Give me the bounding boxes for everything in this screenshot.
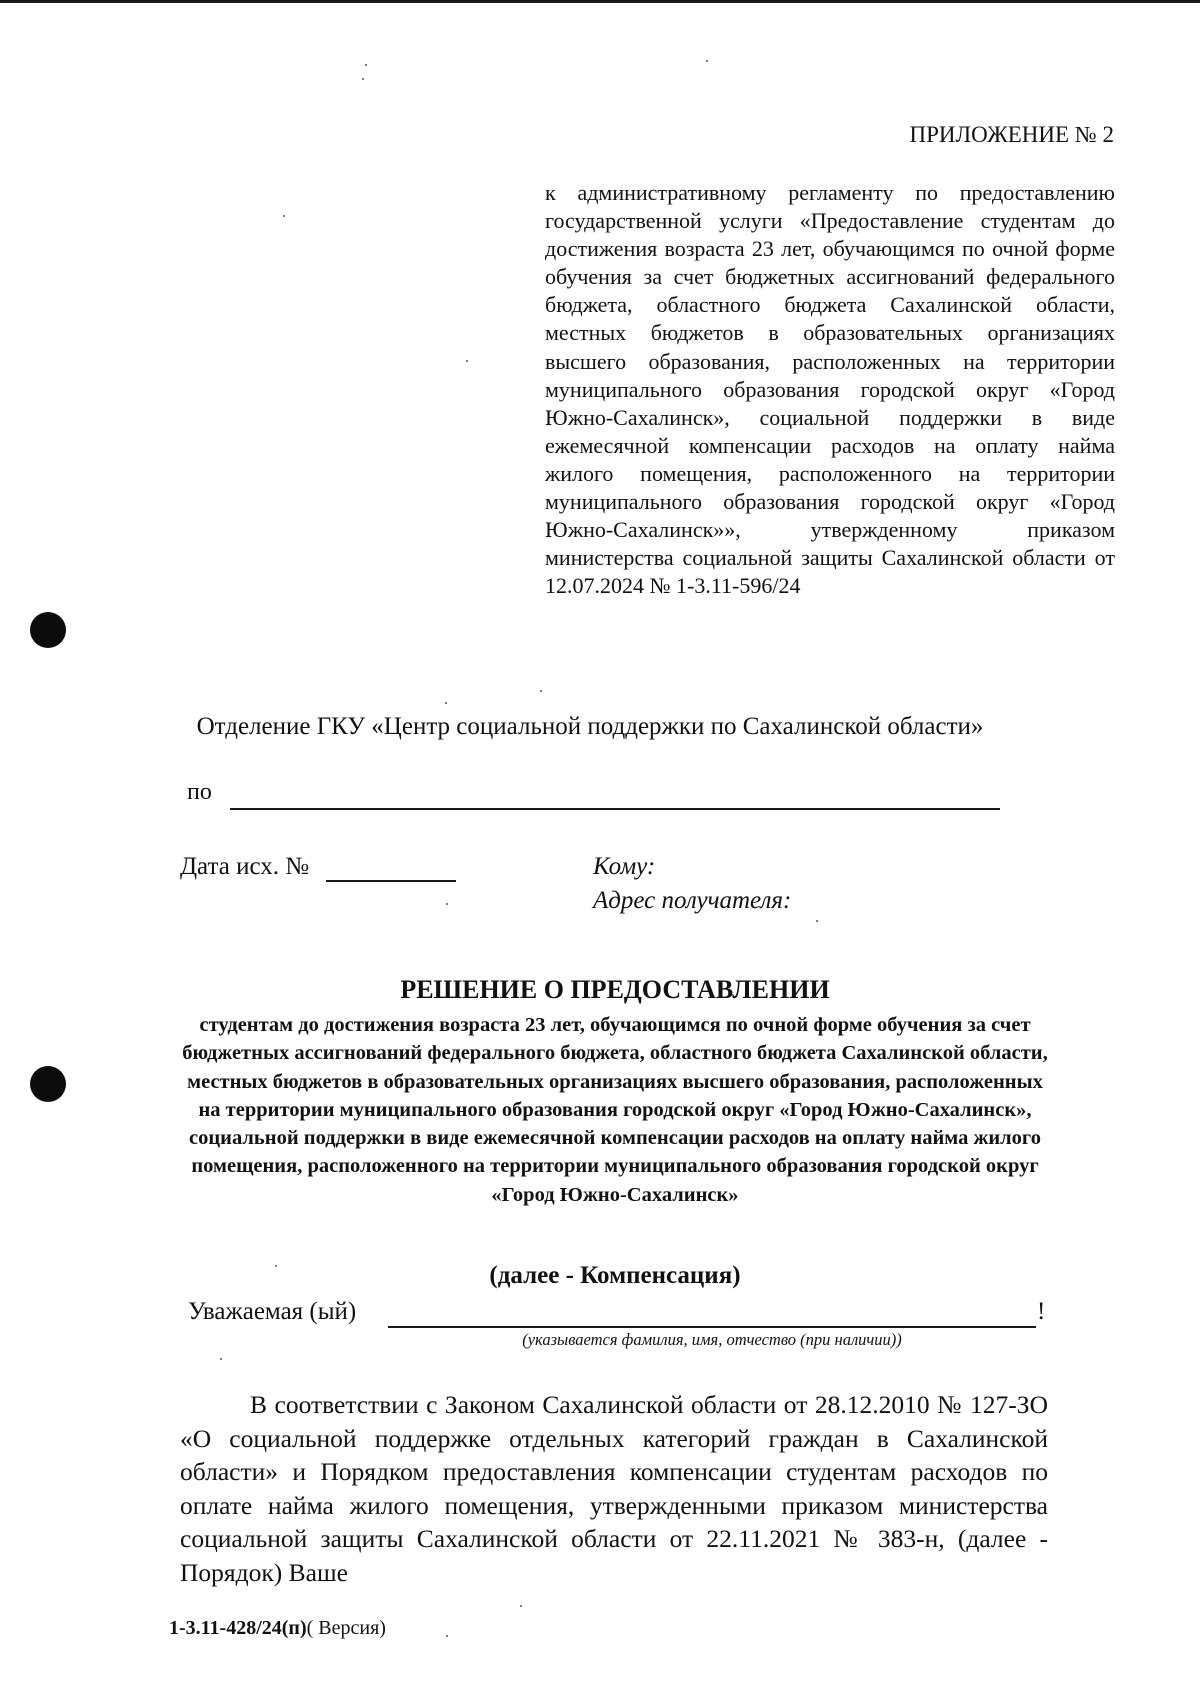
- scan-speck: [520, 1605, 522, 1607]
- appendix-title: ПРИЛОЖЕНИЕ № 2: [909, 122, 1114, 147]
- scan-speck: [445, 702, 447, 704]
- appendix-text: к административному регламенту по предоставлению государственной услуги «Предоставление студентам до достижения возраста 23 лет, обучающимся по очной форме обучения за счет бюджетных ассигнований федерального бюджета, областного бюджета Сахалинской области, местных бюджетов в образовательных организациях высшего образования, расположенных на территории муниципального образования городской округ «Город Южно-Сахалинск», социальной поддержки в виде ежемесячной компенсации расходов на оплату найма жилого помещения, расположенного на территории муниципального образования городской округ «Город Южно-Сахалинск»», утвержденному приказом министерства социальной защиты Сахалинской области от 12.07.2024 № 1-3.11-596/24: [545, 180, 1115, 599]
- po-label: по: [187, 779, 212, 805]
- scan-speck: [446, 1635, 448, 1637]
- punch-hole: [30, 612, 66, 648]
- decision-title: РЕШЕНИЕ О ПРЕДОСТАВЛЕНИИ: [400, 975, 830, 1004]
- scan-speck: [283, 215, 285, 217]
- scan-speck: [540, 690, 542, 692]
- greeting-exclamation: !: [1037, 1298, 1046, 1325]
- department-name: Отделение ГКУ «Центр социальной поддержки по Сахалинской области»: [196, 713, 984, 740]
- body-paragraph: В соответствии с Законом Сахалинской области от 28.12.2010 № 127-ЗО «О социальной поддержке отдельных категорий граждан в Сахалинской области» и Порядком предоставления компенсации студентам расходов по оплате найма жилого помещения, утвержденными приказом министерства социальной защиты Сахалинской области от 22.11.2021 № 383-н, (далее - Порядок) Ваше: [180, 1390, 1048, 1587]
- greeting-label: Уважаемая (ый): [188, 1298, 357, 1325]
- scan-speck: [365, 64, 367, 66]
- scan-speck: [466, 360, 468, 362]
- decision-subtitle: студентам до достижения возраста 23 лет, обучающимся по очной форме обучения за счет бюджетных ассигнований федерального бюджета, областного бюджета Сахалинской области, местных бюджетов в образовательных организациях высшего образования, расположенных на территории муниципального образования городской округ «Город Южно-Сахалинск», социальной поддержки в виде ежемесячной компенсации расходов на оплату найма жилого помещения, расположенного на территории муниципального образования городской округ «Город Южно-Сахалинск»: [182, 1014, 1048, 1206]
- name-field-hint: (указывается фамилия, имя, отчество (при наличии)): [522, 1330, 902, 1349]
- date-number-label: Дата исх. №: [180, 853, 310, 880]
- document-version: ( Версия): [306, 1617, 386, 1639]
- decision-note: (далее - Компенсация): [489, 1262, 741, 1289]
- document-code: [169, 1617, 386, 1640]
- po-fill-line: [230, 808, 1000, 810]
- recipient-name-fill-line: [388, 1326, 1036, 1328]
- scan-speck: [446, 903, 448, 905]
- scan-speck: [706, 60, 708, 62]
- scan-top-edge: [0, 0, 1200, 3]
- recipient-address-label: Адрес получателя:: [593, 887, 792, 914]
- scan-speck: [220, 1358, 222, 1360]
- recipient-label: Кому:: [593, 853, 656, 880]
- scan-speck: [275, 1265, 277, 1267]
- punch-hole: [30, 1066, 66, 1102]
- scan-speck: [362, 78, 364, 80]
- date-number-fill-line: [326, 880, 456, 882]
- scan-speck: [816, 920, 818, 922]
- document-number: 1-3.11-428/24(п): [169, 1617, 307, 1639]
